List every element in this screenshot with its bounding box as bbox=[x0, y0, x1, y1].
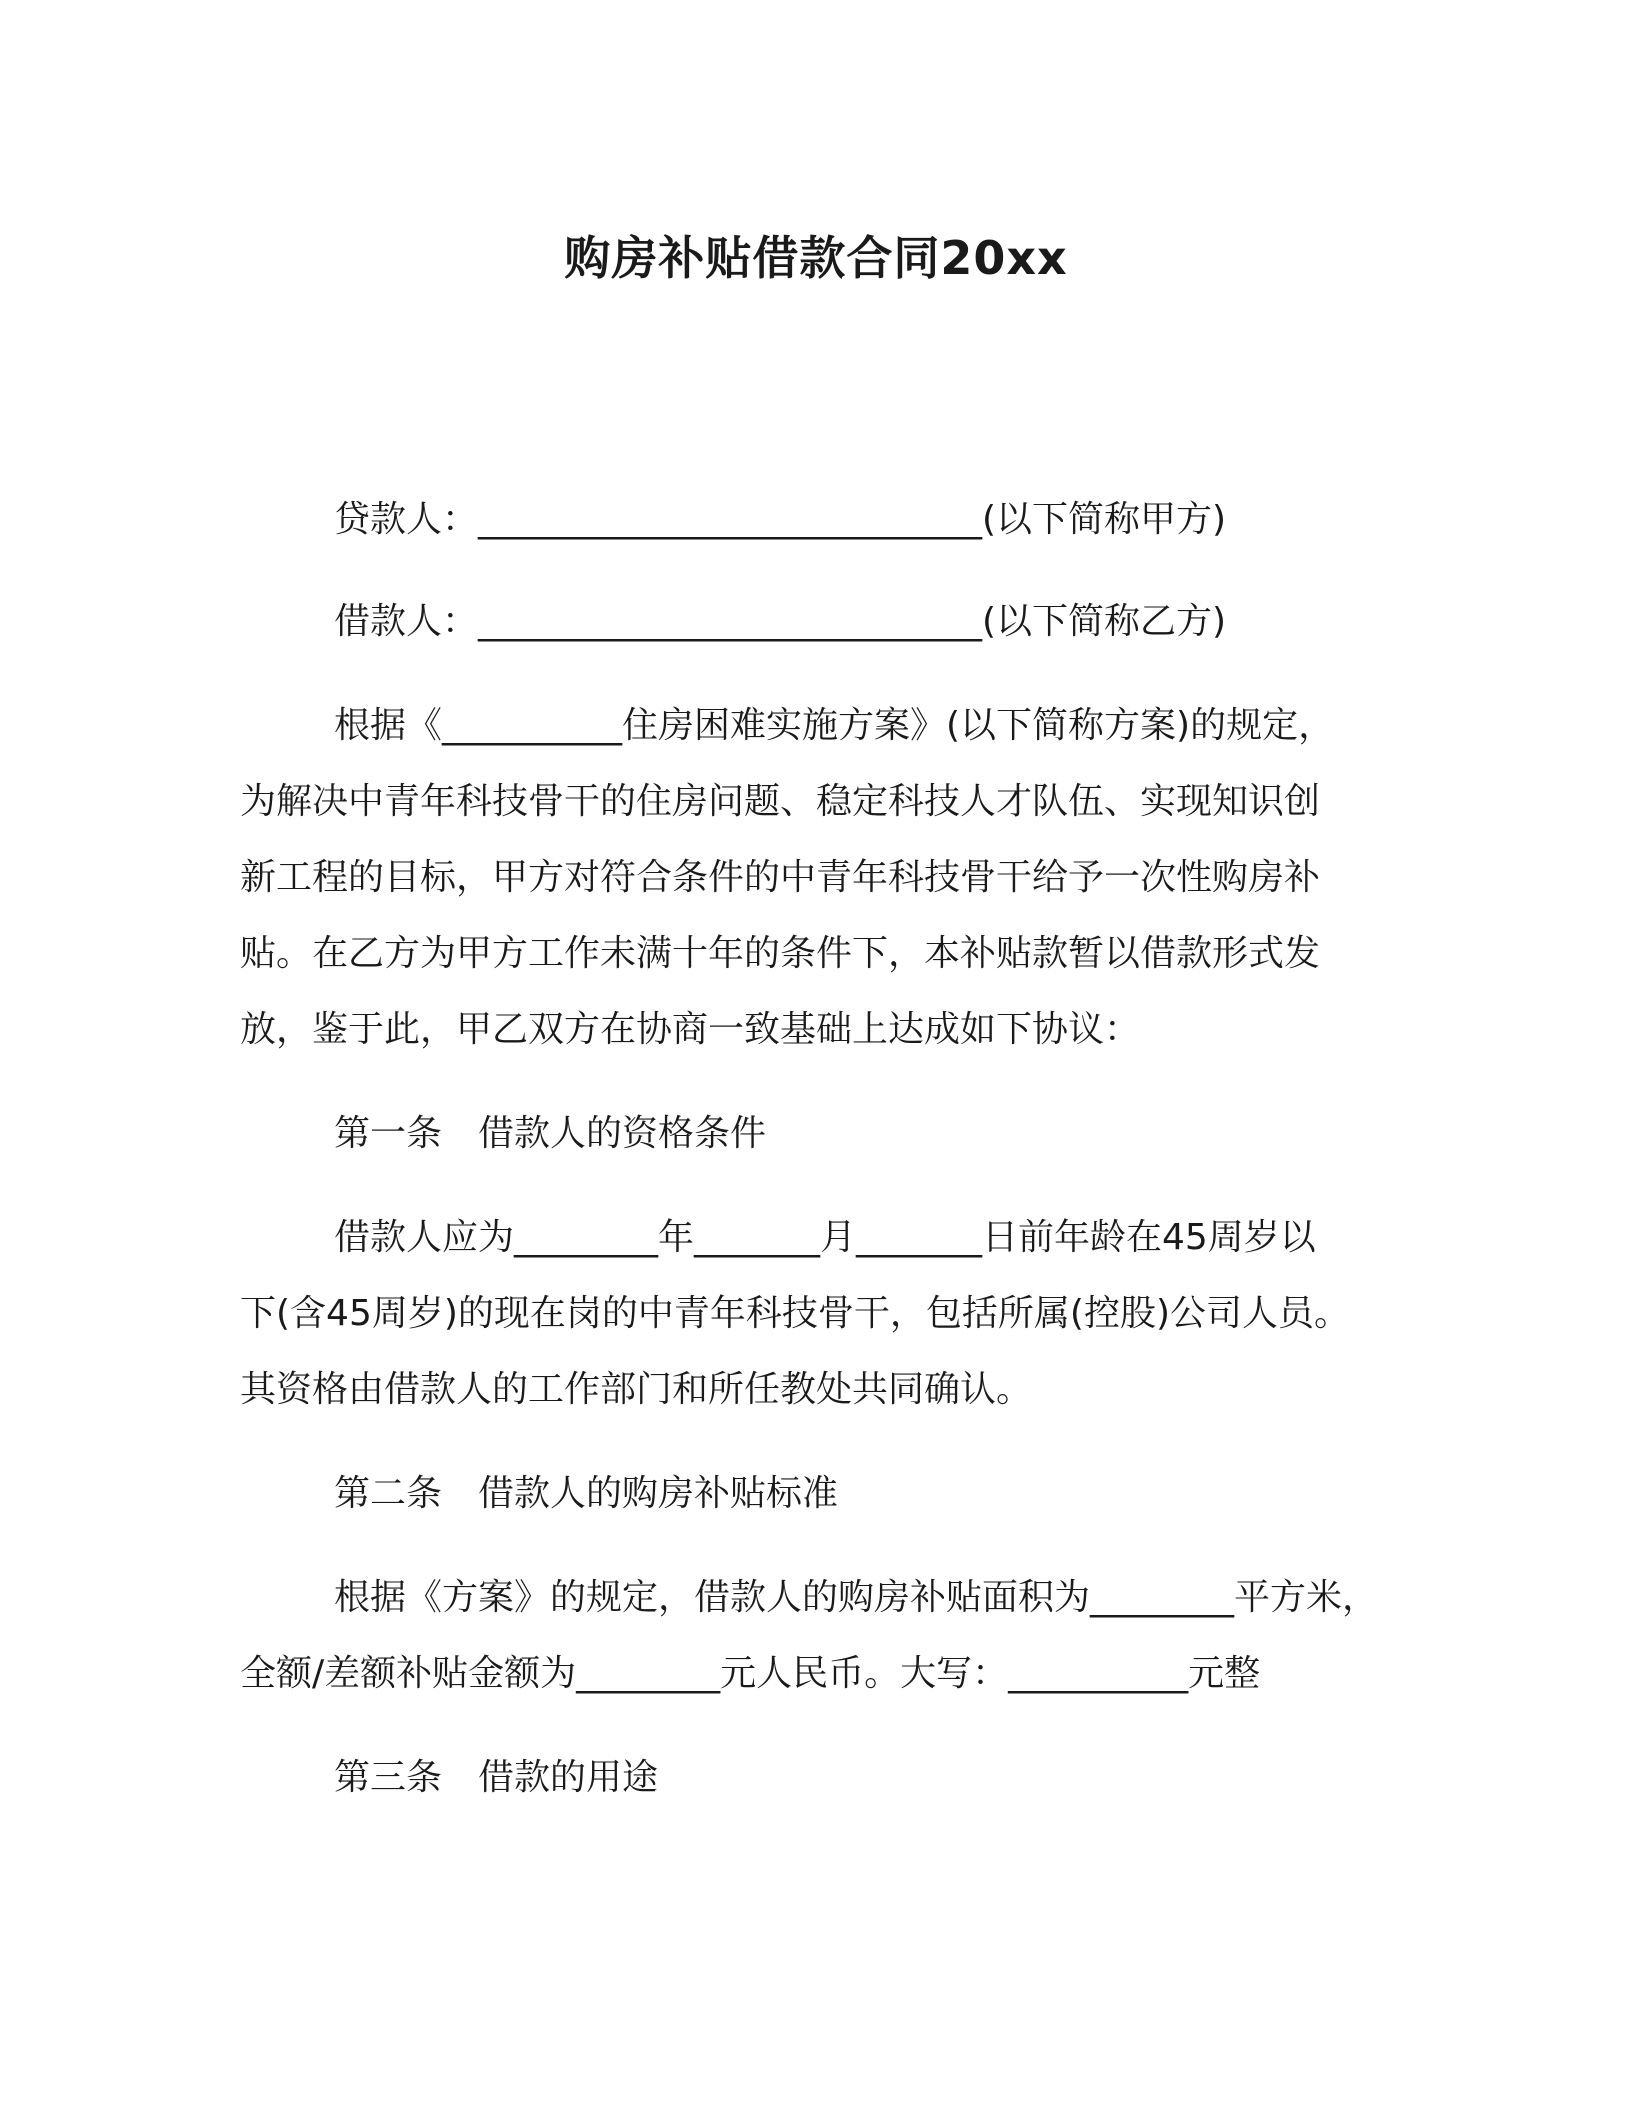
borrower-line: 借款人：____________________________(以下简称乙方) bbox=[334, 601, 1227, 642]
article-two-paragraph-line: 全额/差额补贴金额为________元人民币。大写：__________元整 bbox=[240, 1653, 1261, 1694]
article-two-heading: 第二条 借款人的购房补贴标准 bbox=[334, 1473, 839, 1514]
intro-paragraph-line: 新工程的目标，甲方对符合条件的中青年科技骨干给予一次性购房补 bbox=[240, 857, 1321, 898]
intro-paragraph-line: 放，鉴于此，甲乙双方在协商一致基础上达成如下协议： bbox=[240, 1009, 1141, 1050]
article-three-heading: 第三条 借款的用途 bbox=[334, 1757, 659, 1798]
intro-paragraph-line: 贴。在乙方为甲方工作未满十年的条件下，本补贴款暂以借款形式发 bbox=[240, 933, 1321, 974]
article-one-paragraph-line: 其资格由借款人的工作部门和所任教处共同确认。 bbox=[240, 1369, 1033, 1410]
article-one-paragraph-line: 下(含45周岁)的现在岗的中青年科技骨干，包括所属(控股)公司人员。 bbox=[240, 1293, 1350, 1334]
article-two-paragraph-line: 根据《方案》的规定，借款人的购房补贴面积为________平方米， bbox=[334, 1577, 1379, 1618]
intro-paragraph-line: 为解决中青年科技骨干的住房问题、稳定科技人才队伍、实现知识创 bbox=[240, 781, 1321, 822]
article-one-heading: 第一条 借款人的资格条件 bbox=[334, 1113, 767, 1154]
lender-line: 贷款人：____________________________(以下简称甲方) bbox=[334, 499, 1227, 540]
intro-paragraph-line: 根据《__________住房困难实施方案》(以下简称方案)的规定， bbox=[334, 705, 1335, 746]
article-one-paragraph-line: 借款人应为________年_______月_______日前年龄在45周岁以 bbox=[334, 1217, 1316, 1258]
document-title: 购房补贴借款合同20xx bbox=[564, 231, 1068, 285]
